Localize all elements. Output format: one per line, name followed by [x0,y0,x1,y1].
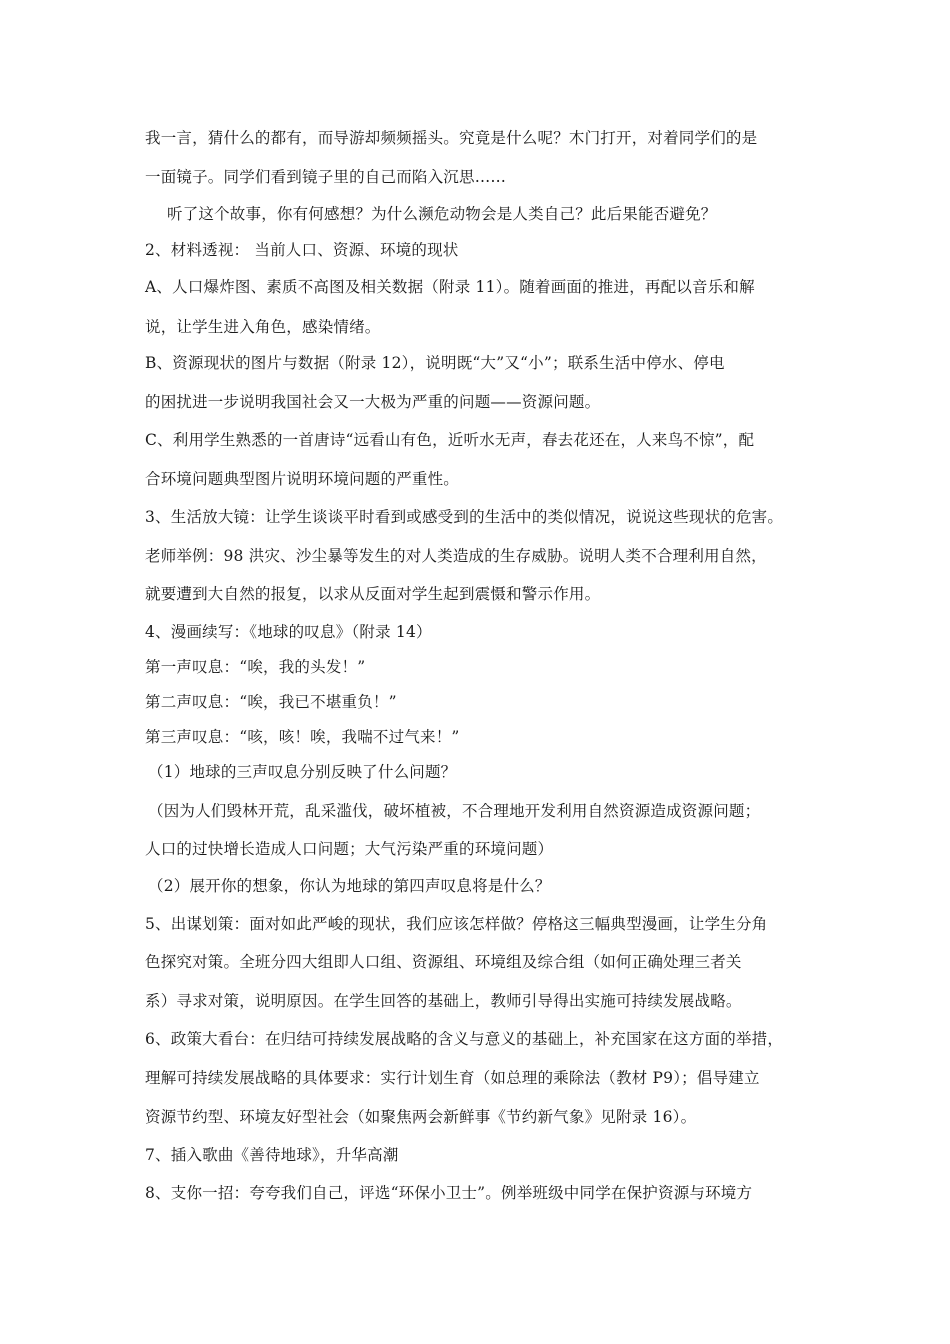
text-line: （2）展开你的想象，你认为地球的第四声叹息将是什么？ [148,877,551,895]
text-line: A、人口爆炸图、素质不高图及相关数据（附录 11）。随着画面的推进，再配以音乐和解 [145,278,755,296]
text-line: 第一声叹息：“唉，我的头发！” [145,658,366,676]
text-line: 就要遭到大自然的报复，以求从反面对学生起到震慑和警示作用。 [145,585,601,603]
text-line: 合环境问题典型图片说明环境问题的严重性。 [145,470,460,488]
text-line: 3、生活放大镜：让学生谈谈平时看到或感受到的生活中的类似情况，说说这些现状的危害。 [145,508,784,526]
text-line: B、资源现状的图片与数据（附录 12），说明既“大”又“小”；联系生活中停水、停电 [145,354,725,372]
text-line: 色探究对策。全班分四大组即人口组、资源组、环境组及综合组（如何正确处理三者关 [145,953,742,971]
text-line: 系）寻求对策，说明原因。在学生回答的基础上，教师引导得出实施可持续发展战略。 [145,992,742,1010]
text-line: 2、材料透视： 当前人口、资源、环境的现状 [145,241,459,259]
text-line: 第二声叹息：“唉，我已不堪重负！” [145,693,397,711]
text-line: 7、插入歌曲《善待地球》，升华高潮 [145,1146,399,1164]
text-line: 一面镜子。同学们看到镜子里的自己而陷入沉思…… [145,168,507,186]
text-line: 我一言，猜什么的都有，而导游却频频摇头。究竟是什么呢？木门打开，对着同学们的是 [145,129,758,147]
text-line: 5、出谋划策：面对如此严峻的现状，我们应该怎样做？停格这三幅典型漫画，让学生分角 [145,915,768,933]
text-line: 听了这个故事，你有何感想？为什么濒危动物会是人类自己？此后果能否避免？ [167,205,717,223]
text-line: 资源节约型、环境友好型社会（如聚焦两会新鲜事《节约新气象》见附录 16）。 [145,1108,697,1126]
text-line: 6、政策大看台：在归结可持续发展战略的含义与意义的基础上，补充国家在这方面的举措， [145,1030,784,1048]
text-line: 老师举例：98 洪灾、沙尘暴等发生的对人类造成的生存威胁。说明人类不合理利用自然， [145,547,767,565]
text-line: 说，让学生进入角色，感染情绪。 [145,318,381,336]
text-line: （因为人们毁林开荒，乱采滥伐，破坏植被，不合理地开发利用自然资源造成资源问题； [148,802,761,820]
text-line: 人口的过快增长造成人口问题；大气污染严重的环境问题） [145,840,554,858]
text-line: 理解可持续发展战略的具体要求：实行计划生育（如总理的乘除法（教材 P9）；倡导建立 [145,1069,760,1087]
text-line: C、利用学生熟悉的一首唐诗“远看山有色，近听水无声，春去花还在，人来鸟不惊”，配 [145,431,755,449]
text-line: 的困扰进一步说明我国社会又一大极为严重的问题——资源问题。 [145,393,601,411]
text-line: 第三声叹息：“咳，咳！唉，我喘不过气来！” [145,728,460,746]
text-line: 4、漫画续写：《地球的叹息》（附录 14） [145,623,432,641]
text-line: （1）地球的三声叹息分别反映了什么问题？ [148,763,457,781]
text-line: 8、支你一招：夸夸我们自己，评选“环保小卫士”。例举班级中同学在保护资源与环境方 [145,1184,753,1202]
